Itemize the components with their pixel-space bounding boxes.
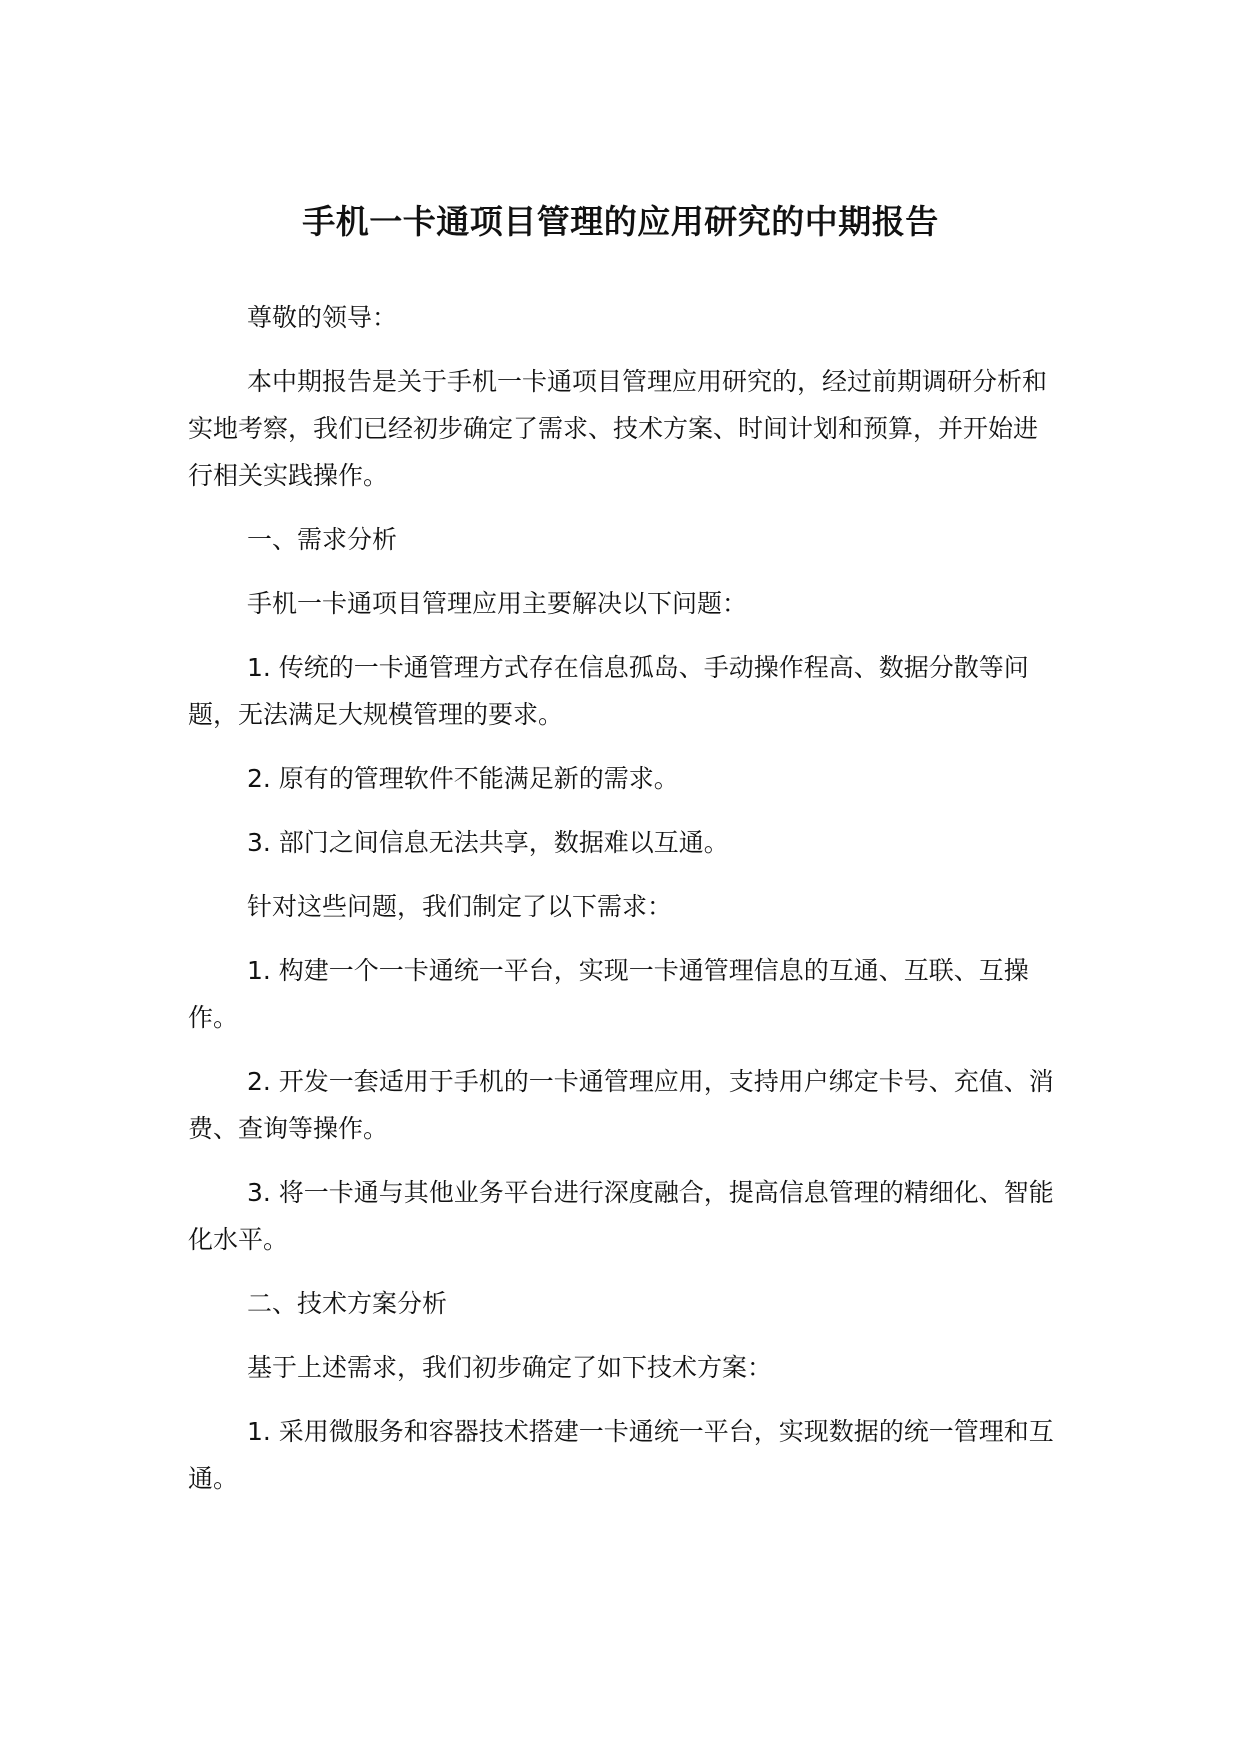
document-body [188,294,1058,1519]
paragraph: 基于上述需求，我们初步确定了如下技术方案： [247,1353,773,1382]
list-item: 2. 原有的管理软件不能满足新的需求。 [247,764,679,793]
list-item: 1. 传统的一卡通管理方式存在信息孤岛、手动操作程高、数据分散等问题，无法满足大规模管理的要求。 [188,653,1029,729]
list-item: 3. 将一卡通与其他业务平台进行深度融合，提高信息管理的精细化、智能化水平。 [188,1178,1054,1254]
section-heading-requirements: 一、需求分析 [247,525,398,554]
paragraph: 手机一卡通项目管理应用主要解决以下问题： [247,589,748,618]
salutation: 尊敬的领导： [247,303,398,332]
document-title: 手机一卡通项目管理的应用研究的中期报告 [302,202,939,242]
paragraph: 针对这些问题，我们制定了以下需求： [247,892,673,921]
intro-paragraph: 本中期报告是关于手机一卡通项目管理应用研究的，经过前期调研分析和实地考察，我们已经初步确定了需求、技术方案、时间计划和预算，并开始进行相关实践操作。 [188,367,1048,490]
list-item: 1. 构建一个一卡通统一平台，实现一卡通管理信息的互通、互联、互操作。 [188,956,1029,1032]
list-item: 1. 采用微服务和容器技术搭建一卡通统一平台，实现数据的统一管理和互通。 [188,1417,1054,1493]
list-item: 3. 部门之间信息无法共享，数据难以互通。 [247,828,729,857]
list-item: 2. 开发一套适用于手机的一卡通管理应用，支持用户绑定卡号、充值、消费、查询等操作。 [188,1067,1054,1143]
section-heading-technical: 二、技术方案分析 [247,1289,448,1318]
